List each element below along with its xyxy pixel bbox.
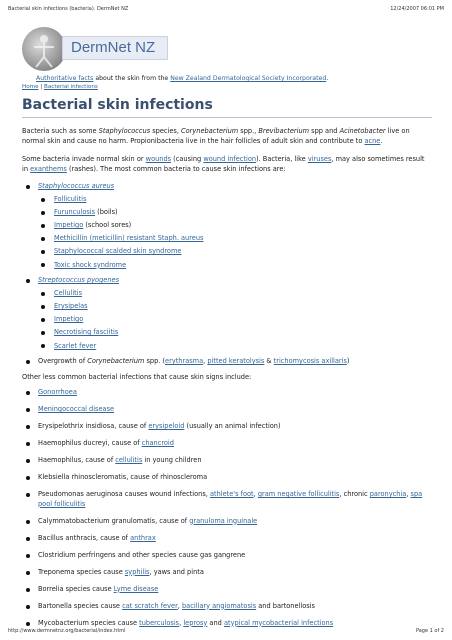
print-footer-page: Page 1 of 2 xyxy=(415,628,444,634)
list-item xyxy=(38,302,432,312)
common-bacteria-list xyxy=(22,182,432,367)
list-item: Calymmatobacterium granulomatis, cause of granuloma inguinale xyxy=(22,517,432,527)
list-item: Bartonella species cause cat scratch fever, bacillary angiomatosis and bartonellosis xyxy=(22,602,432,612)
viruses-link[interactable]: viruses xyxy=(307,155,332,163)
list-item: Furunculosis (boils) xyxy=(38,208,432,218)
acne-link[interactable]: acne xyxy=(364,136,381,145)
print-header-date: 12/24/2007 06:01 PM xyxy=(390,6,444,12)
list-item: Clostridium perfringens and other species cause gas gangrene xyxy=(22,551,432,561)
furunculosis-link[interactable]: Furunculosis xyxy=(54,208,96,217)
list-item xyxy=(38,289,432,299)
impetigo-link[interactable]: Impetigo xyxy=(54,221,84,230)
list-item-strep xyxy=(22,276,432,351)
list-item xyxy=(22,405,432,415)
wound-infection-link[interactable]: wound infection xyxy=(203,155,257,163)
syphilis-link[interactable]: syphilis xyxy=(124,567,150,576)
breadcrumb: Home | Bacterial infections xyxy=(22,84,98,90)
main-content xyxy=(22,74,432,636)
list-item: Mycobacterium species cause tuberculosis, leprosy and atypical mycobacterial infections xyxy=(22,619,432,629)
anthrax-link[interactable]: anthrax xyxy=(130,533,156,542)
chancroid-link[interactable]: chancroid xyxy=(141,439,174,448)
list-item: Erysipelothrix insidiosa, cause of erysipeloid (usually an animal infection) xyxy=(22,422,432,432)
list-item xyxy=(38,315,432,325)
erysipelas-link[interactable]: Erysipelas xyxy=(54,302,88,311)
logo-text: DermNet NZ xyxy=(62,36,168,60)
folliculitis-link[interactable]: Folliculitis xyxy=(54,195,87,204)
list-item xyxy=(38,234,432,244)
dermnet-logo[interactable] xyxy=(22,27,192,71)
list-item: Borrelia species cause Lyme disease xyxy=(22,585,432,595)
page-title: Bacterial skin infections xyxy=(22,97,432,118)
logo-emblem-icon xyxy=(22,27,66,71)
list-item xyxy=(38,247,432,257)
necrotising-fasciitis-link[interactable]: Necrotising fasciitis xyxy=(54,328,119,337)
impetigo-link-2[interactable]: Impetigo xyxy=(54,315,84,324)
tagline: Authoritative facts about the skin from the New Zealand Dermatological Society Incorporated. xyxy=(36,75,329,82)
breadcrumb-home-link[interactable]: Home xyxy=(22,84,39,90)
list-item: Bacillus anthracis, cause of anthrax xyxy=(22,534,432,544)
other-bacteria-list xyxy=(22,388,432,628)
paronychia-link[interactable]: paronychia xyxy=(369,490,407,499)
list-item: Haemophilus, cause of cellulitis in young children xyxy=(22,456,432,466)
cat-scratch-fever-link[interactable]: cat scratch fever xyxy=(122,601,178,610)
list-item xyxy=(38,342,432,352)
mrsa-link[interactable]: Methicillin (meticillin) resistant Staph. aureus xyxy=(54,234,204,243)
list-item: Treponema species cause syphilis, yaws and pinta xyxy=(22,568,432,578)
pitted-keratolysis-link[interactable]: pitted keratolysis xyxy=(207,357,265,366)
list-item: Haemophilus ducreyi, cause of chancroid xyxy=(22,439,432,449)
list-item xyxy=(38,328,432,338)
print-footer-url: http://www.dermnetnz.org/bacterial/index.html xyxy=(8,628,126,634)
lyme-disease-link[interactable]: Lyme disease xyxy=(113,584,159,593)
list-item-staph xyxy=(22,182,432,270)
list-item xyxy=(38,261,432,271)
intro-paragraph-2: Some bacteria invade normal skin or wounds (causing wound infection). Bacteria, like viruses, may also sometimes result in exanthems (rashes). The most common bacteria to cause skin infections are: xyxy=(22,155,425,173)
cellulitis-link[interactable]: Cellulitis xyxy=(54,289,83,298)
athletes-foot-link[interactable]: athlete's foot xyxy=(209,490,254,499)
intro-paragraph-1: Bacteria such as some Staphylococcus species, Corynebacterium spp., Brevibacterium spp and Acinetobacter live on normal skin and cause no harm. Propionibacteria live in the hair follicles of adult skin and contribute to acne. xyxy=(22,127,410,145)
list-item: Impetigo (school sores) xyxy=(38,221,432,231)
print-header-title: Bacterial skin infections (bacteria). DermNet NZ xyxy=(8,6,129,12)
meningococcal-link[interactable]: Meningococcal disease xyxy=(38,405,115,414)
toxic-shock-link[interactable]: Toxic shock syndrome xyxy=(54,260,127,269)
other-intro: Other less common bacterial infections that cause skin signs include: xyxy=(22,372,252,381)
sss-link[interactable]: Staphylococcal scalded skin syndrome xyxy=(54,247,182,256)
list-item xyxy=(38,195,432,205)
list-item: Klebsiella rhinoscleromatis, cause of rhinoscleroma xyxy=(22,473,432,483)
erythrasma-link[interactable]: erythrasma xyxy=(165,357,204,366)
print-footer xyxy=(8,628,444,634)
breadcrumb-current-link[interactable]: Bacterial infections xyxy=(43,84,98,90)
granuloma-inguinale-link[interactable]: granuloma inguinale xyxy=(189,516,258,525)
strep-pyogenes-link[interactable]: Streptococcus pyogenes xyxy=(38,276,119,285)
strep-sublist xyxy=(38,289,432,351)
trichomycosis-link[interactable]: trichomycosis axillaris xyxy=(273,357,347,366)
exanthems-link[interactable]: exanthems xyxy=(30,164,67,173)
bacillary-angiomatosis-link[interactable]: bacillary angiomatosis xyxy=(182,601,257,610)
print-header xyxy=(8,6,444,12)
staph-aureus-link[interactable]: Staphylococcus aureus xyxy=(38,182,115,190)
scarlet-fever-link[interactable]: Scarlet fever xyxy=(54,341,97,350)
erysipeloid-link[interactable]: erysipeloid xyxy=(148,422,185,431)
gonorrhoea-link[interactable]: Gonorrhoea xyxy=(38,388,77,397)
leprosy-link[interactable]: leprosy xyxy=(183,618,208,627)
gram-negative-folliculitis-link[interactable]: gram negative folliculitis xyxy=(257,490,340,499)
staph-sublist xyxy=(38,195,432,270)
nzds-link[interactable]: New Zealand Dermatological Society Incorporated xyxy=(170,75,327,82)
cellulitis-link-2[interactable]: cellulitis xyxy=(115,456,143,465)
list-item: Pseudomonas aeruginosa causes wound infections, athlete's foot, gram negative folliculitis, chronic paronychia, spa pool folliculitis xyxy=(22,490,432,509)
list-item-corynebacterium: Overgrowth of Corynebacterium spp. (erythrasma, pitted keratolysis & trichomycosis axillaris) xyxy=(22,357,432,367)
spa-pool-folliculitis-link[interactable]: spa pool folliculitis xyxy=(38,490,423,508)
tuberculosis-link[interactable]: tuberculosis xyxy=(139,618,180,627)
atypical-mycobacterial-link[interactable]: atypical mycobacterial infections xyxy=(223,618,334,627)
list-item xyxy=(22,388,432,398)
authoritative-facts-link[interactable]: Authoritative facts xyxy=(36,75,94,82)
wounds-link[interactable]: wounds xyxy=(145,155,172,163)
